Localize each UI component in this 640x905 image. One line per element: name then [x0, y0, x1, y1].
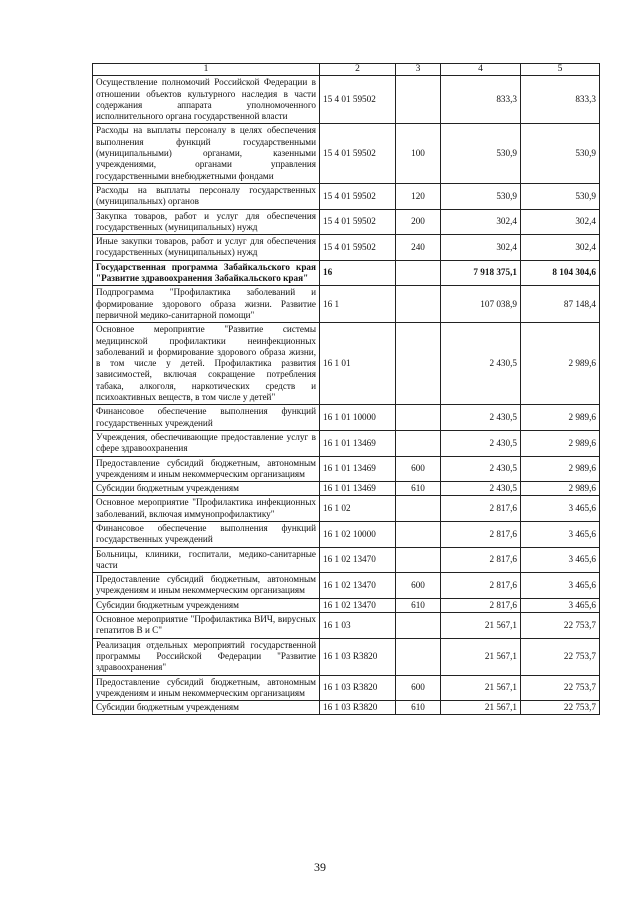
header-cell-4: 4 [441, 64, 521, 76]
item-name: Государственная программа Забайкальского края "Развитие здравоохранения Забайкальского края" [93, 260, 320, 286]
expense-type: 610 [396, 482, 441, 496]
expense-type: 200 [396, 209, 441, 235]
expense-type [396, 496, 441, 522]
amount-year-1: 2 430,5 [441, 456, 521, 482]
expense-type [396, 405, 441, 431]
target-code: 16 1 03 [320, 613, 396, 639]
amount-year-2: 22 753,7 [521, 675, 600, 701]
target-code: 16 1 02 10000 [320, 521, 396, 547]
expense-type [396, 286, 441, 323]
expense-type [396, 323, 441, 405]
amount-year-1: 2 430,5 [441, 405, 521, 431]
expense-type [396, 260, 441, 286]
table-row [93, 456, 600, 482]
amount-year-1: 107 038,9 [441, 286, 521, 323]
expense-type: 610 [396, 598, 441, 612]
amount-year-1: 2 430,5 [441, 482, 521, 496]
amount-year-2: 22 753,7 [521, 638, 600, 675]
target-code: 16 1 01 13469 [320, 456, 396, 482]
table-row [93, 521, 600, 547]
amount-year-1: 530,9 [441, 124, 521, 183]
target-code: 16 1 02 13470 [320, 598, 396, 612]
amount-year-1: 2 817,6 [441, 547, 521, 573]
item-name: Расходы на выплаты персоналу в целях обеспечения выполнения функций государственными (муниципальными) органами, казенными учреждениями, органами управления государственными внебюджетными фондами [93, 124, 320, 183]
table-row [93, 638, 600, 675]
target-code: 16 1 01 [320, 323, 396, 405]
expense-type [396, 76, 441, 124]
item-name: Финансовое обеспечение выполнения функций государственных учреждений [93, 521, 320, 547]
amount-year-2: 2 989,6 [521, 323, 600, 405]
expense-type [396, 547, 441, 573]
amount-year-1: 2 817,6 [441, 496, 521, 522]
table-row [93, 260, 600, 286]
amount-year-2: 3 465,6 [521, 496, 600, 522]
target-code: 16 1 03 R3820 [320, 701, 396, 715]
amount-year-2: 2 989,6 [521, 482, 600, 496]
amount-year-2: 3 465,6 [521, 573, 600, 599]
table-row [93, 598, 600, 612]
item-name: Субсидии бюджетным учреждениям [93, 482, 320, 496]
amount-year-2: 22 753,7 [521, 701, 600, 715]
amount-year-2: 3 465,6 [521, 547, 600, 573]
item-name: Основное мероприятие "Профилактика ВИЧ, вирусных гепатитов В и С" [93, 613, 320, 639]
budget-table [92, 63, 600, 715]
table-row [93, 496, 600, 522]
item-name: Субсидии бюджетным учреждениям [93, 701, 320, 715]
expense-type: 600 [396, 573, 441, 599]
target-code: 16 1 01 13469 [320, 482, 396, 496]
item-name: Субсидии бюджетным учреждениям [93, 598, 320, 612]
expense-type: 600 [396, 675, 441, 701]
table-row [93, 76, 600, 124]
item-name: Предоставление субсидий бюджетным, автономным учреждениям и иным некоммерческим организациям [93, 573, 320, 599]
item-name: Закупка товаров, работ и услуг для обеспечения государственных (муниципальных) нужд [93, 209, 320, 235]
table-body [93, 64, 600, 715]
expense-type: 100 [396, 124, 441, 183]
amount-year-2: 833,3 [521, 76, 600, 124]
amount-year-1: 530,9 [441, 183, 521, 209]
item-name: Иные закупки товаров, работ и услуг для обеспечения государственных (муниципальных) нужд [93, 235, 320, 261]
amount-year-2: 3 465,6 [521, 521, 600, 547]
expense-type [396, 430, 441, 456]
expense-type [396, 521, 441, 547]
header-row [93, 64, 600, 76]
item-name: Осуществление полномочий Российской Федерации в отношении объектов культурного наследия в части содержания аппарата уполномоченного исполнительного органа государственной власти [93, 76, 320, 124]
table-row [93, 124, 600, 183]
target-code: 16 1 [320, 286, 396, 323]
item-name: Предоставление субсидий бюджетным, автономным учреждениям и иным некоммерческим организациям [93, 456, 320, 482]
amount-year-2: 530,9 [521, 183, 600, 209]
amount-year-1: 302,4 [441, 209, 521, 235]
target-code: 15 4 01 59502 [320, 76, 396, 124]
item-name: Подпрограмма "Профилактика заболеваний и формирование здорового образа жизни. Развитие первичной медико-санитарной помощи" [93, 286, 320, 323]
target-code: 16 1 03 R3820 [320, 675, 396, 701]
table-row [93, 430, 600, 456]
item-name: Реализация отдельных мероприятий государственной программы Российской Федерации "Развитие здравоохранения" [93, 638, 320, 675]
amount-year-2: 87 148,4 [521, 286, 600, 323]
target-code: 15 4 01 59502 [320, 235, 396, 261]
item-name: Больницы, клиники, госпитали, медико-санитарные части [93, 547, 320, 573]
table-row [93, 547, 600, 573]
amount-year-2: 530,9 [521, 124, 600, 183]
expense-type: 600 [396, 456, 441, 482]
amount-year-1: 21 567,1 [441, 701, 521, 715]
amount-year-2: 2 989,6 [521, 405, 600, 431]
amount-year-2: 8 104 304,6 [521, 260, 600, 286]
header-cell-5: 5 [521, 64, 600, 76]
amount-year-2: 2 989,6 [521, 456, 600, 482]
amount-year-2: 3 465,6 [521, 598, 600, 612]
expense-type: 120 [396, 183, 441, 209]
amount-year-1: 21 567,1 [441, 638, 521, 675]
target-code: 15 4 01 59502 [320, 183, 396, 209]
expense-type [396, 638, 441, 675]
table-row [93, 675, 600, 701]
expense-type: 610 [396, 701, 441, 715]
amount-year-1: 2 817,6 [441, 521, 521, 547]
header-cell-2: 2 [320, 64, 396, 76]
amount-year-2: 2 989,6 [521, 430, 600, 456]
item-name: Финансовое обеспечение выполнения функций государственных учреждений [93, 405, 320, 431]
table-row [93, 573, 600, 599]
item-name: Основное мероприятие "Профилактика инфекционных заболеваний, включая иммунопрофилактику" [93, 496, 320, 522]
table-row [93, 235, 600, 261]
table-row [93, 482, 600, 496]
table-row [93, 405, 600, 431]
item-name: Основное мероприятие "Развитие системы медицинской профилактики неинфекционных заболеваний и формирование здорового образа жизни, в том числе у детей. Профилактика развития зависимостей, включая сокращение потребления табака, алкоголя, наркотических средств и психоактивных веществ, в том числе у детей" [93, 323, 320, 405]
amount-year-2: 22 753,7 [521, 613, 600, 639]
amount-year-2: 302,4 [521, 209, 600, 235]
amount-year-2: 302,4 [521, 235, 600, 261]
amount-year-1: 21 567,1 [441, 613, 521, 639]
page-number: 39 [314, 860, 326, 874]
table-row [93, 323, 600, 405]
table-row [93, 183, 600, 209]
item-name: Учреждения, обеспечивающие предоставление услуг в сфере здравоохранения [93, 430, 320, 456]
amount-year-1: 2 817,6 [441, 573, 521, 599]
amount-year-1: 7 918 375,1 [441, 260, 521, 286]
target-code: 16 1 02 [320, 496, 396, 522]
table-row [93, 701, 600, 715]
target-code: 16 1 02 13470 [320, 547, 396, 573]
target-code: 16 1 03 R3820 [320, 638, 396, 675]
target-code: 15 4 01 59502 [320, 209, 396, 235]
table-row [93, 209, 600, 235]
item-name: Расходы на выплаты персоналу государственных (муниципальных) органов [93, 183, 320, 209]
target-code: 15 4 01 59502 [320, 124, 396, 183]
expense-type: 240 [396, 235, 441, 261]
expense-type [396, 613, 441, 639]
header-cell-1: 1 [93, 64, 320, 76]
amount-year-1: 2 430,5 [441, 323, 521, 405]
item-name: Предоставление субсидий бюджетным, автономным учреждениям и иным некоммерческим организациям [93, 675, 320, 701]
amount-year-1: 2 430,5 [441, 430, 521, 456]
target-code: 16 1 02 13470 [320, 573, 396, 599]
table-row [93, 613, 600, 639]
amount-year-1: 2 817,6 [441, 598, 521, 612]
table-row [93, 286, 600, 323]
target-code: 16 1 01 13469 [320, 430, 396, 456]
target-code: 16 1 01 10000 [320, 405, 396, 431]
amount-year-1: 21 567,1 [441, 675, 521, 701]
amount-year-1: 302,4 [441, 235, 521, 261]
target-code: 16 [320, 260, 396, 286]
header-cell-3: 3 [396, 64, 441, 76]
amount-year-1: 833,3 [441, 76, 521, 124]
